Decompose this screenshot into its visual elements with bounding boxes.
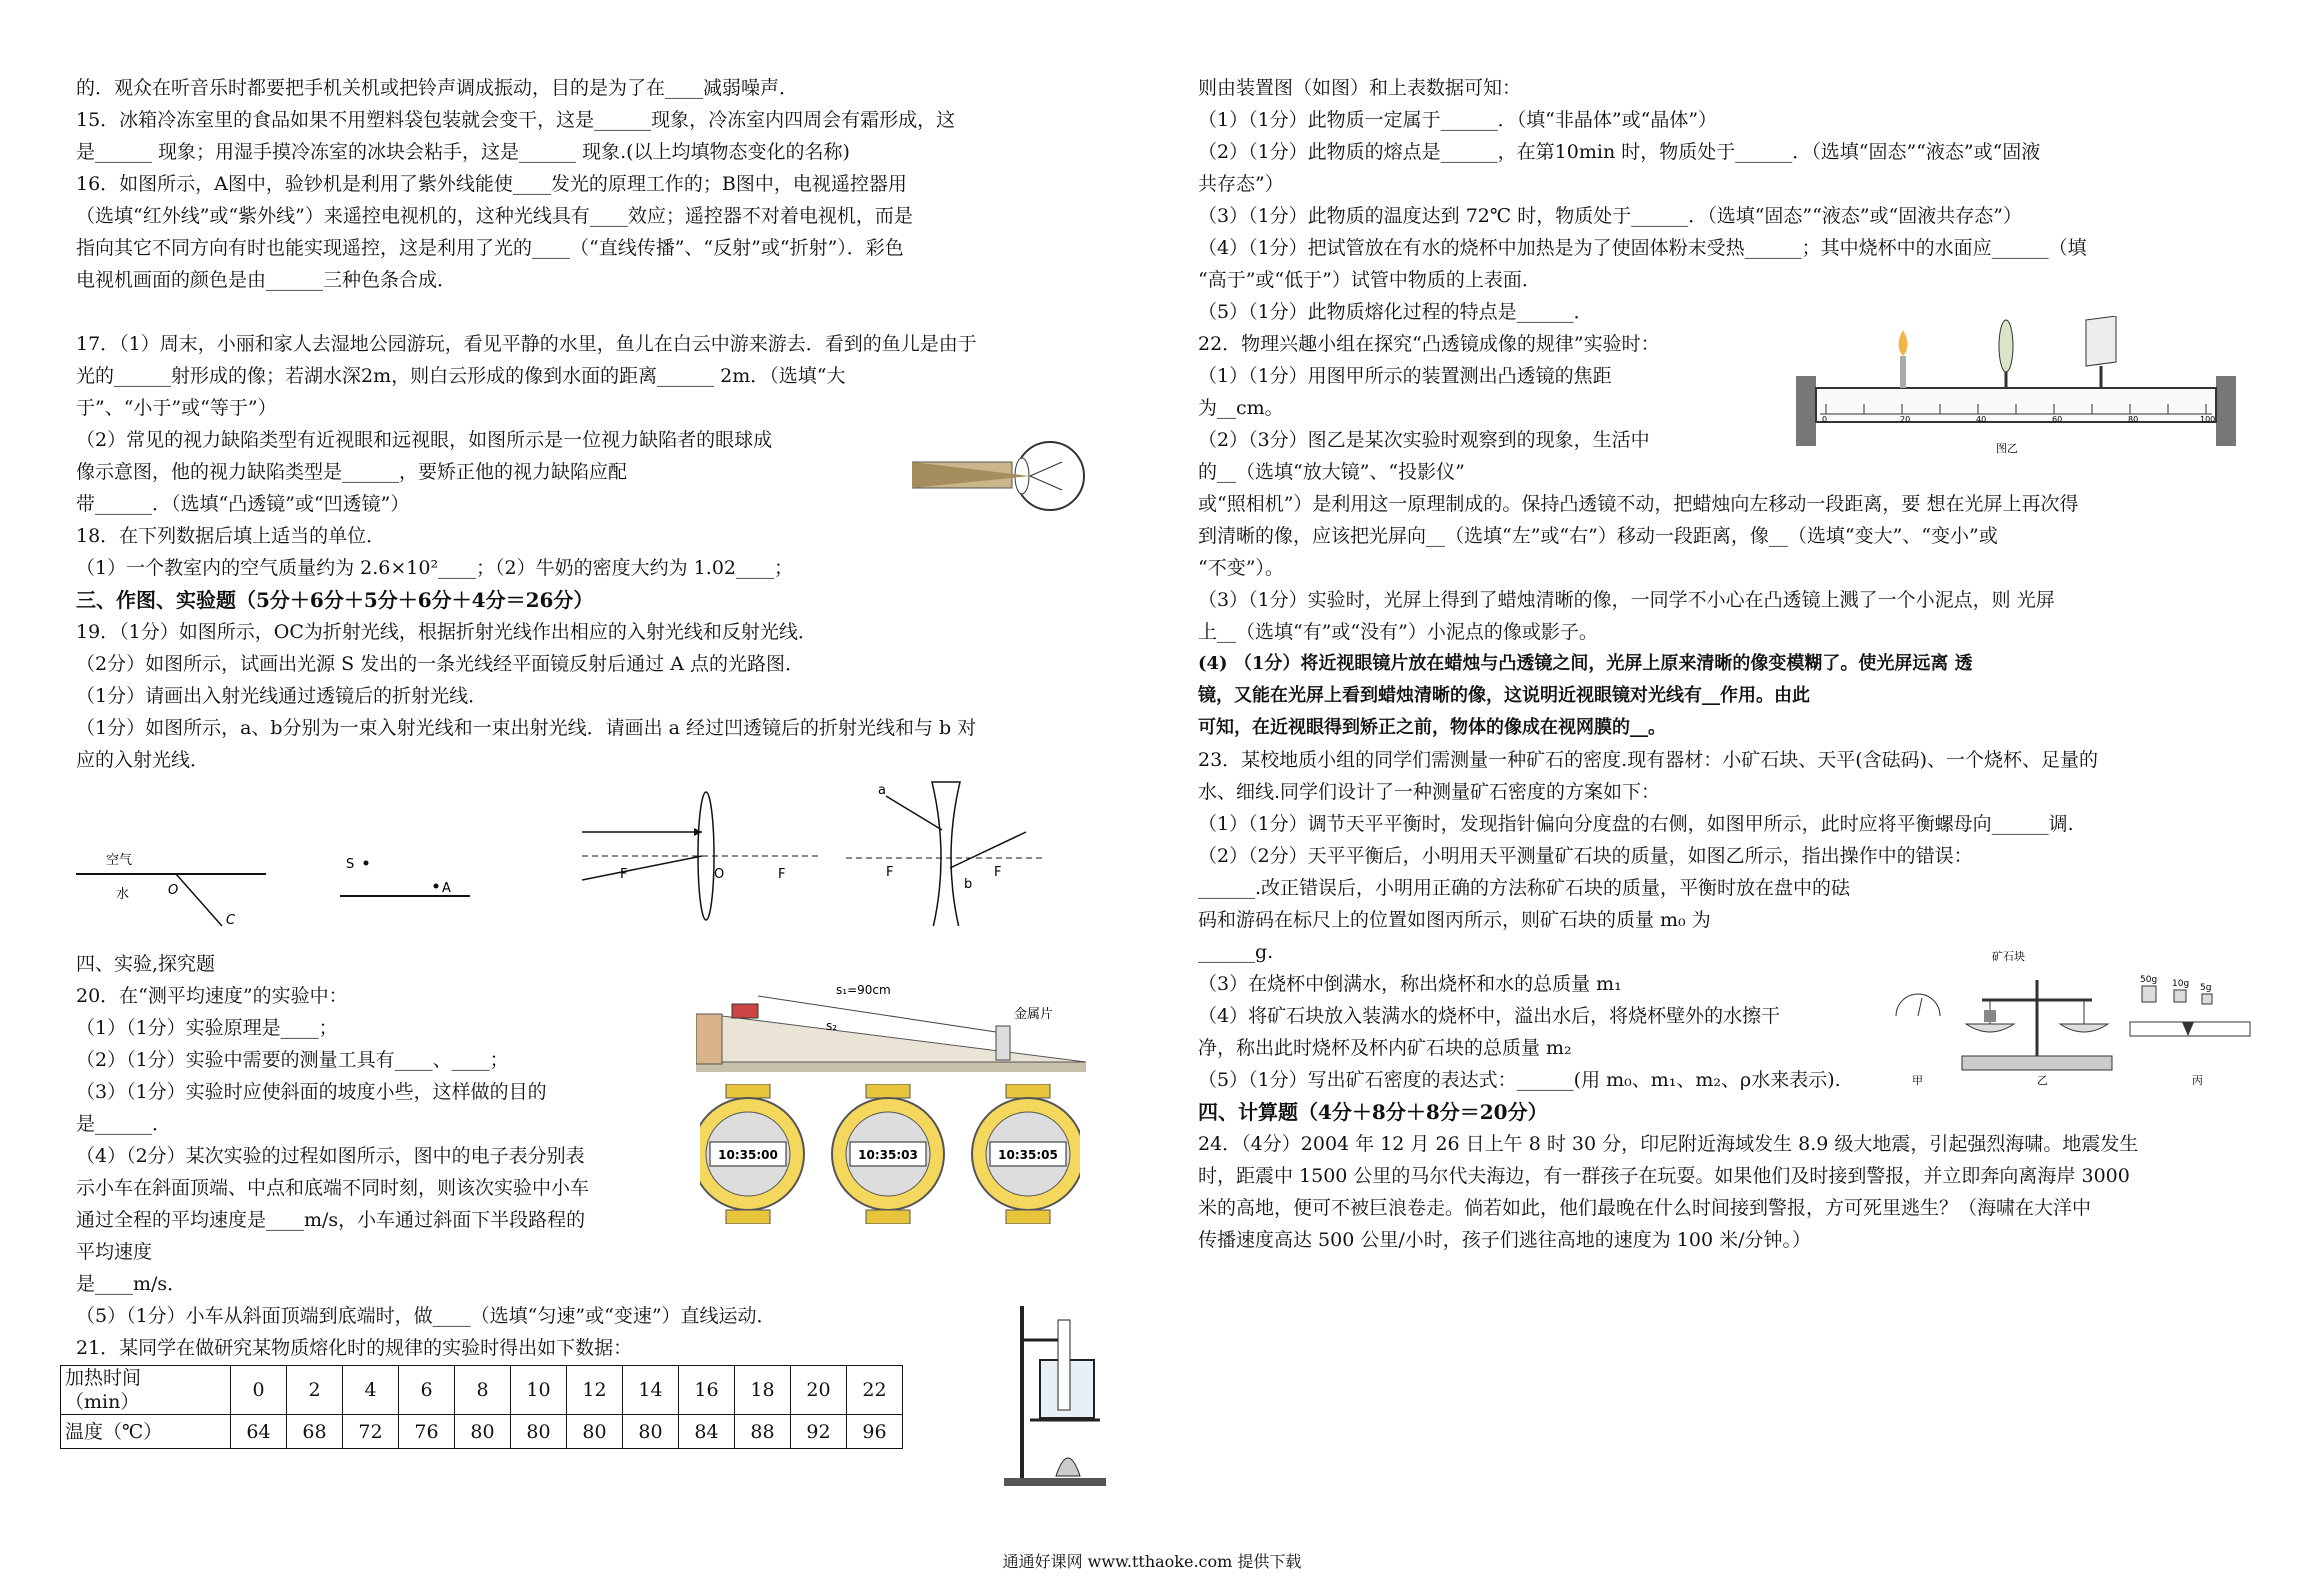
clock-time-1: 10:35:00 — [718, 1148, 778, 1162]
table-cell: 84 — [679, 1415, 735, 1449]
table-cell: 80 — [455, 1415, 511, 1449]
concave-lens-figure — [846, 776, 1046, 926]
point-O-label: O — [168, 883, 179, 898]
text-line: 平均速度 — [76, 1241, 153, 1263]
header-label: 加热时间 — [65, 1367, 142, 1389]
text-line: 15．冰箱冷冻室里的食品如果不用塑料袋包装就会变干，这是______现象，冷冻室内四周会有霜形成，这 — [76, 109, 956, 131]
table-cell: 6 — [399, 1366, 455, 1415]
text-line: 则由装置图（如图）和上表数据可知： — [1198, 77, 1522, 99]
text-line: 时，距震中 1500 公里的马尔代夫海边，有一群孩子在玩耍。如果他们及时接到警报，并立即奔向离海岸 3000 — [1198, 1165, 2130, 1187]
stopwatch-start — [700, 1084, 804, 1224]
point-C-label: C — [226, 913, 236, 928]
sub-label-bing: 丙 — [2192, 1074, 2203, 1087]
text-line: “高于”或“低于”）试管中物质的上表面． — [1198, 269, 1541, 291]
balance-figure — [1892, 940, 2262, 1090]
eye-diagram — [912, 440, 1102, 520]
text-line — [76, 296, 1116, 328]
section-heading: 四、计算题（4分＋8分＋8分＝20分） — [1198, 1100, 1548, 1124]
table-cell: 80 — [511, 1415, 567, 1449]
text-line: 净，称出此时烧杯及杯内矿石块的总质量 m₂ — [1198, 1037, 1572, 1059]
text-line: （5）（1分）此物质熔化过程的特点是______． — [1198, 301, 1593, 323]
text-line: 24．（4分）2004 年 12 月 26 日上午 8 时 30 分，印尼附近海域发生 8.9 级大地震，引起强烈海啸。地震发生 — [1198, 1133, 2139, 1155]
text-line: （1）（1分）此物质一定属于______．（填“非晶体”或“晶体”） — [1198, 109, 1718, 131]
text-line: 指向其它不同方向有时也能实现遥控，这是利用了光的____（“直线传播”、“反射”或“折射”）．彩色 — [76, 237, 904, 259]
weight-50g: 50g — [2140, 975, 2158, 985]
text-line: 20．在“测平均速度”的实验中： — [76, 985, 348, 1007]
text-line: （2分）如图所示，试画出光源 S 发出的一条光线经平面镜反射后通过 A 点的光路图． — [76, 653, 804, 675]
text-line: 共存态”） — [1198, 173, 1284, 195]
clock-time-2: 10:35:03 — [858, 1148, 918, 1162]
text-line: （5）（1分）写出矿石密度的表达式：______(用 m₀、m₁、m₂、ρ水来表示). — [1198, 1069, 1841, 1091]
text-line: （1）（1分）调节天平平衡时，发现指针偏向分度盘的右侧，如图甲所示，此时应将平衡螺母向______调. — [1198, 813, 2074, 835]
text-line: 22．物理兴趣小组在探究“凸透镜成像的规律”实验时： — [1198, 333, 1660, 355]
distance-s1-label: s₁=90cm — [836, 983, 891, 997]
focus-F-right: F — [994, 865, 1002, 880]
table-cell: 72 — [343, 1415, 399, 1449]
footer: 通通好课网 www.tthaoke.com 提供下载 — [1002, 1552, 1302, 1571]
source-S-label: S — [346, 857, 355, 872]
table-cell: 92 — [791, 1415, 847, 1449]
heating-data-table — [60, 1365, 903, 1449]
air-label: 空气 — [106, 853, 133, 868]
text-line: ______.改正错误后，小明用正确的方法称矿石块的质量，平衡时放在盘中的砝 — [1198, 877, 1851, 899]
text-line: 到清晰的像，应该把光屏向__（选填“左”或“右”）移动一段距离，像__（选填“变大”、“变小”或 — [1198, 525, 1998, 547]
table-row — [61, 1415, 903, 1449]
refraction-figure — [76, 850, 276, 930]
text-line: （1）一个教室内的空气质量约为 2.6×10²____；（2）牛奶的密度大约为 1.02____； — [76, 557, 793, 579]
text-line: ______g. — [1198, 941, 1274, 963]
metal-plate-label: 金属片 — [1014, 1007, 1054, 1022]
text-line-bold: 可知，在近视眼得到矫正之前，物体的像成在视网膜的__。 — [1198, 717, 1666, 738]
table-cell: 12 — [567, 1366, 623, 1415]
table-cell: 96 — [847, 1415, 903, 1449]
table-cell: 8 — [455, 1366, 511, 1415]
table-cell: 4 — [343, 1366, 399, 1415]
text-line: （1）（1分）实验原理是____； — [76, 1017, 338, 1039]
table-cell: 64 — [231, 1415, 287, 1449]
ruler-tick: 80 — [2128, 415, 2139, 424]
focus-F-left: F — [886, 865, 894, 880]
text-line-bold: 镜，又能在光屏上看到蜡烛清晰的像，这说明近视眼镜对光线有__作用。由此 — [1198, 685, 1810, 706]
text-line: （3）（1分）实验时应使斜面的坡度小些，这样做的目的 — [76, 1081, 547, 1103]
text-line: “不变”）。 — [1198, 557, 1284, 579]
text-line: （3）（1分）实验时，光屏上得到了蜡烛清晰的像，一同学不小心在凸透镜上溅了一个小泥点，则 光屏 — [1198, 589, 2055, 611]
table-cell: 22 — [847, 1366, 903, 1415]
text-line: 传播速度高达 500 公里/小时，孩子们逃往高地的速度为 100 米/分钟。） — [1198, 1229, 1811, 1251]
text-line: （3）（1分）此物质的温度达到 72℃ 时，物质处于______．（选填“固态”“液态”或“固液共存态”） — [1198, 205, 2022, 227]
table-cell: 80 — [623, 1415, 679, 1449]
sub-label-yi: 乙 — [2037, 1074, 2048, 1087]
table-cell: 80 — [567, 1415, 623, 1449]
text-line: 上__（选填“有”或“没有”）小泥点的像或影子。 — [1198, 621, 1598, 643]
text-line: 通过全程的平均速度是____m/s，小车通过斜面下半段路程的 — [76, 1209, 586, 1231]
text-line: （3）在烧杯中倒满水，称出烧杯和水的总质量 m₁ — [1198, 973, 1622, 995]
ruler-tick: 40 — [1976, 415, 1987, 424]
text-line: （4）（1分）把试管放在有水的烧杯中加热是为了使固体粉末受热______；其中烧杯中的水面应______（填 — [1198, 237, 2087, 259]
table-cell: 68 — [287, 1415, 343, 1449]
text-line: （2）（2分）天平平衡后，小明用天平测量矿石块的质量，如图乙所示，指出操作中的错误： — [1198, 845, 1973, 867]
distance-s2-label: s₂ — [826, 1019, 838, 1033]
point-A-label: A — [442, 881, 451, 896]
text-line: 水、细线.同学们设计了一种测量矿石密度的方案如下： — [1198, 781, 1661, 803]
table-cell: 18 — [735, 1366, 791, 1415]
text-line: （2）（1分）此物质的熔点是______，在第10min 时，物质处于______．（选填“固态”“液态”或“固液 — [1198, 141, 2041, 163]
text-line: （4）将矿石块放入装满水的烧杯中，溢出水后，将烧杯壁外的水擦干 — [1198, 1005, 1781, 1027]
sub-label-jia: 甲 — [1912, 1074, 1923, 1087]
text-line: 的__（选填“放大镜”、“投影仪” — [1198, 461, 1465, 483]
heating-apparatus-figure — [1000, 1300, 1110, 1490]
table-row — [61, 1366, 903, 1415]
text-line: （选填“红外线”或“紫外线”）来遥控电视机的，这种光线具有____效应；遥控器不对着电视机，而是 — [76, 205, 913, 227]
text-line: 为__cm。 — [1198, 397, 1284, 419]
text-line: 米的高地，便可不被巨浪卷走。倘若如此，他们最晚在什么时间接到警报，方可死里逃生？（海啸在大洋中 — [1198, 1197, 2092, 1219]
text-line: 的．观众在听音乐时都要把手机关机或把铃声调成振动，目的是为了在____减弱噪声． — [76, 77, 799, 99]
text-line-bold: (4) （1分）将近视眼镜片放在蜡烛与凸透镜之间，光屏上原来清晰的像变模糊了。使光屏远离 透 — [1198, 653, 1973, 674]
weight-10g: 10g — [2172, 979, 2190, 989]
section-heading: 四、实验,探究题 — [76, 953, 216, 975]
text-line: 电视机画面的颜色是由______三种色条合成． — [76, 269, 457, 291]
text-line: 光的______射形成的像；若湖水深2m，则白云形成的像到水面的距离______ 2m．（选填“大 — [76, 365, 846, 387]
row-header: 温度（℃） — [61, 1415, 231, 1449]
ruler-tick: 100 — [2200, 415, 2216, 424]
stopwatch-end — [972, 1084, 1080, 1224]
section-heading: 三、作图、实验题（5分＋6分＋5分＋6分＋4分＝26分） — [76, 588, 594, 612]
text-line: （1分）请画出入射光线通过透镜后的折射光线． — [76, 685, 488, 707]
table-cell: 14 — [623, 1366, 679, 1415]
ray-a-label: a — [878, 783, 886, 798]
stopwatch-mid — [832, 1084, 944, 1224]
ruler-tick: 0 — [1822, 415, 1828, 424]
table-cell: 16 — [679, 1366, 735, 1415]
text-line: 18．在下列数据后填上适当的单位． — [76, 525, 386, 547]
focus-F-left: F — [620, 867, 628, 882]
text-line: （1分）如图所示，a、b分别为一束入射光线和一束出射光线．请画出 a 经过凹透镜后的折射光线和与 b 对 — [76, 717, 977, 739]
incline-figure — [696, 976, 1086, 1076]
text-line: （1）（1分）用图甲所示的装置测出凸透镜的焦距 — [1198, 365, 1612, 387]
text-line: 17．（1）周末，小丽和家人去湿地公园游玩，看见平静的水里，鱼儿在白云中游来游去．看到的鱼儿是由于 — [76, 333, 977, 355]
focus-F-right: F — [778, 867, 786, 882]
text-line: 是____m/s． — [76, 1273, 187, 1295]
text-line: （2）（3分）图乙是某次实验时观察到的现象，生活中 — [1198, 429, 1650, 451]
stopwatch-group — [700, 1084, 1080, 1234]
text-line: 19．（1分）如图所示，OC为折射光线，根据折射光线作出相应的入射光线和反射光线． — [76, 621, 817, 643]
ray-b-label: b — [964, 877, 973, 892]
mirror-figure — [340, 850, 480, 910]
text-line: 示小车在斜面顶端、中点和底端不同时刻，则该次实验中小车 — [76, 1177, 590, 1199]
text-line: 于”、“小于”或“等于”） — [76, 397, 277, 419]
table-cell: 10 — [511, 1366, 567, 1415]
ore-label: 矿石块 — [1992, 950, 2025, 963]
figure-yi-label: 图乙 — [1996, 442, 2018, 455]
convex-lens-figure — [582, 782, 822, 922]
ruler-tick: 60 — [2052, 415, 2063, 424]
table-cell: 88 — [735, 1415, 791, 1449]
text-line: （5）（1分）小车从斜面顶端到底端时，做____（选填“匀速”或“变速”）直线运动． — [76, 1305, 776, 1327]
text-line: 21．某同学在做研究某物质熔化时的规律的实验时得出如下数据： — [76, 1337, 633, 1359]
text-line: 是______ 现象；用湿手摸冷冻室的冰块会粘手，这是______ 现象.(以上均填物态变化的名称) — [76, 141, 850, 163]
text-line: （2）常见的视力缺陷类型有近视眼和远视眼，如图所示是一位视力缺陷者的眼球成 — [76, 429, 773, 451]
optical-bench-figure — [1796, 316, 2236, 456]
row-header — [61, 1366, 231, 1415]
text-line: （4）（2分）某次实验的过程如图所示，图中的电子表分别表 — [76, 1145, 585, 1167]
text-line: 带______．（选填“凸透镜”或“凹透镜”） — [76, 493, 410, 515]
text-line: 应的入射光线． — [76, 749, 210, 771]
text-line: 23．某校地质小组的同学们需测量一种矿石的密度.现有器材：小矿石块、天平(含砝码)、一个烧杯、足量的 — [1198, 749, 2099, 771]
ruler-tick: 20 — [1900, 415, 1911, 424]
table-cell: 2 — [287, 1366, 343, 1415]
table-cell: 76 — [399, 1415, 455, 1449]
water-label: 水 — [116, 887, 130, 902]
text-line: 像示意图，他的视力缺陷类型是______，要矫正他的视力缺陷应配 — [76, 461, 628, 483]
text-line: 码和游码在标尺上的位置如图丙所示，则矿石块的质量 m₀ 为 — [1198, 909, 1711, 931]
table-cell: 0 — [231, 1366, 287, 1415]
text-line: 16．如图所示，A图中，验钞机是利用了紫外线能使____发光的原理工作的；B图中，电视遥控器用 — [76, 173, 907, 195]
text-line: 或“照相机”）是利用这一原理制成的。保持凸透镜不动，把蜡烛向左移动一段距离，要 想在光屏上再次得 — [1198, 493, 2079, 515]
text-line: （2）（1分）实验中需要的测量工具有____、____； — [76, 1049, 509, 1071]
text-line: 是______． — [76, 1113, 172, 1135]
clock-time-3: 10:35:05 — [998, 1148, 1058, 1162]
table-cell: 20 — [791, 1366, 847, 1415]
left-column — [76, 72, 1116, 776]
header-unit: （min） — [65, 1391, 140, 1413]
point-O-label: O — [714, 867, 725, 882]
weight-5g: 5g — [2200, 983, 2212, 993]
